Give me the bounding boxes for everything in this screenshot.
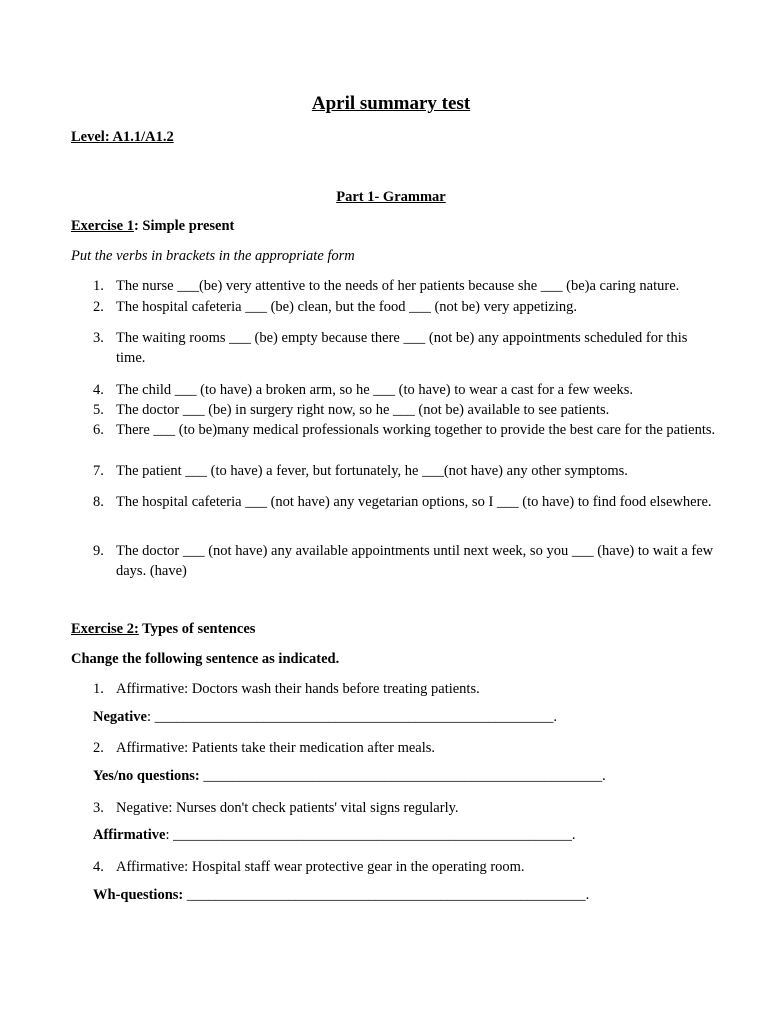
item-text: The doctor ___ (be) in surgery right now, so he ___ (not be) available to see patients. (116, 402, 610, 418)
item-text: Affirmative: Patients take their medication after meals. (116, 740, 436, 756)
answer-label: Affirmative (93, 827, 166, 843)
item-text: Affirmative: Hospital staff wear protective gear in the operating room. (116, 859, 525, 875)
list-item (93, 420, 718, 440)
list-item (93, 541, 718, 581)
exercise-1-heading (71, 218, 234, 235)
item-text: The doctor ___ (not have) any available appointments until next week, so you ___ (have) to wait a few days. (have) (116, 543, 714, 579)
exercise-1-instruction: Put the verbs in brackets in the appropriate form (71, 248, 355, 264)
item-number: 2. (93, 299, 104, 315)
item-number: 9. (93, 543, 104, 559)
item-text: The nurse ___(be) very attentive to the needs of her patients because she ___ (be)a caring nature. (116, 278, 680, 294)
item-number: 5. (93, 402, 104, 418)
list-item (93, 276, 718, 296)
answer-blank: _______________________________________________________. (183, 887, 590, 903)
list-item (93, 461, 718, 481)
answer-blank: : _______________________________________________________. (146, 709, 557, 725)
item-number: 4. (93, 859, 104, 875)
answer-label: Negative (93, 709, 147, 725)
item-number: 3. (93, 800, 104, 816)
exercise-2-heading (71, 621, 255, 638)
list-item (93, 798, 718, 818)
answer-label: Yes/no questions: (93, 768, 200, 784)
exercise-2-title: Types of sentences (138, 621, 256, 637)
item-text: The hospital cafeteria ___ (not have) any vegetarian options, so I ___ (to have) to find food elsewhere. (116, 494, 712, 510)
list-item (93, 738, 718, 758)
item-text: Negative: Nurses don't check patients' vital signs regularly. (116, 800, 459, 816)
exercise-1-label: Exercise 1 (71, 218, 134, 234)
item-number: 4. (93, 382, 104, 398)
answer-line[interactable] (93, 709, 557, 726)
answer-label: Wh-questions: (93, 887, 184, 903)
list-item (93, 857, 718, 877)
list-item (93, 679, 718, 699)
item-number: 6. (93, 422, 104, 438)
item-number: 1. (93, 278, 104, 294)
exercise-2-label: Exercise 2: (71, 621, 139, 637)
exercise-2-instruction: Change the following sentence as indicated. (71, 651, 340, 667)
item-number: 3. (93, 330, 104, 346)
list-item (93, 328, 718, 368)
list-item (93, 492, 718, 512)
answer-line[interactable] (93, 887, 589, 904)
answer-blank: _______________________________________________________. (199, 768, 606, 784)
item-text: The hospital cafeteria ___ (be) clean, but the food ___ (not be) very appetizing. (116, 299, 578, 315)
item-text: The child ___ (to have) a broken arm, so he ___ (to have) to wear a cast for a few weeks. (116, 382, 633, 398)
item-text: The waiting rooms ___ (be) empty because there ___ (not be) any appointments scheduled for this time. (116, 330, 688, 366)
item-number: 7. (93, 463, 104, 479)
answer-line[interactable] (93, 768, 606, 785)
item-text: The patient ___ (to have) a fever, but fortunately, he ___(not have) any other symptoms. (116, 463, 628, 479)
list-item (93, 297, 718, 317)
item-number: 2. (93, 740, 104, 756)
page-title: April summary test (311, 93, 471, 114)
answer-line[interactable] (93, 827, 576, 844)
item-number: 8. (93, 494, 104, 510)
answer-blank: : _______________________________________________________. (165, 827, 576, 843)
list-item (93, 400, 718, 420)
exercise-1-title: : Simple present (133, 218, 235, 234)
list-item (93, 380, 718, 400)
part-heading: Part 1- Grammar (336, 189, 446, 205)
level-label: Level: A1.1/A1.2 (71, 129, 174, 145)
item-text: There ___ (to be)many medical professionals working together to provide the best care for the patients. (116, 422, 716, 438)
item-number: 1. (93, 681, 104, 697)
item-text: Affirmative: Doctors wash their hands before treating patients. (116, 681, 480, 697)
